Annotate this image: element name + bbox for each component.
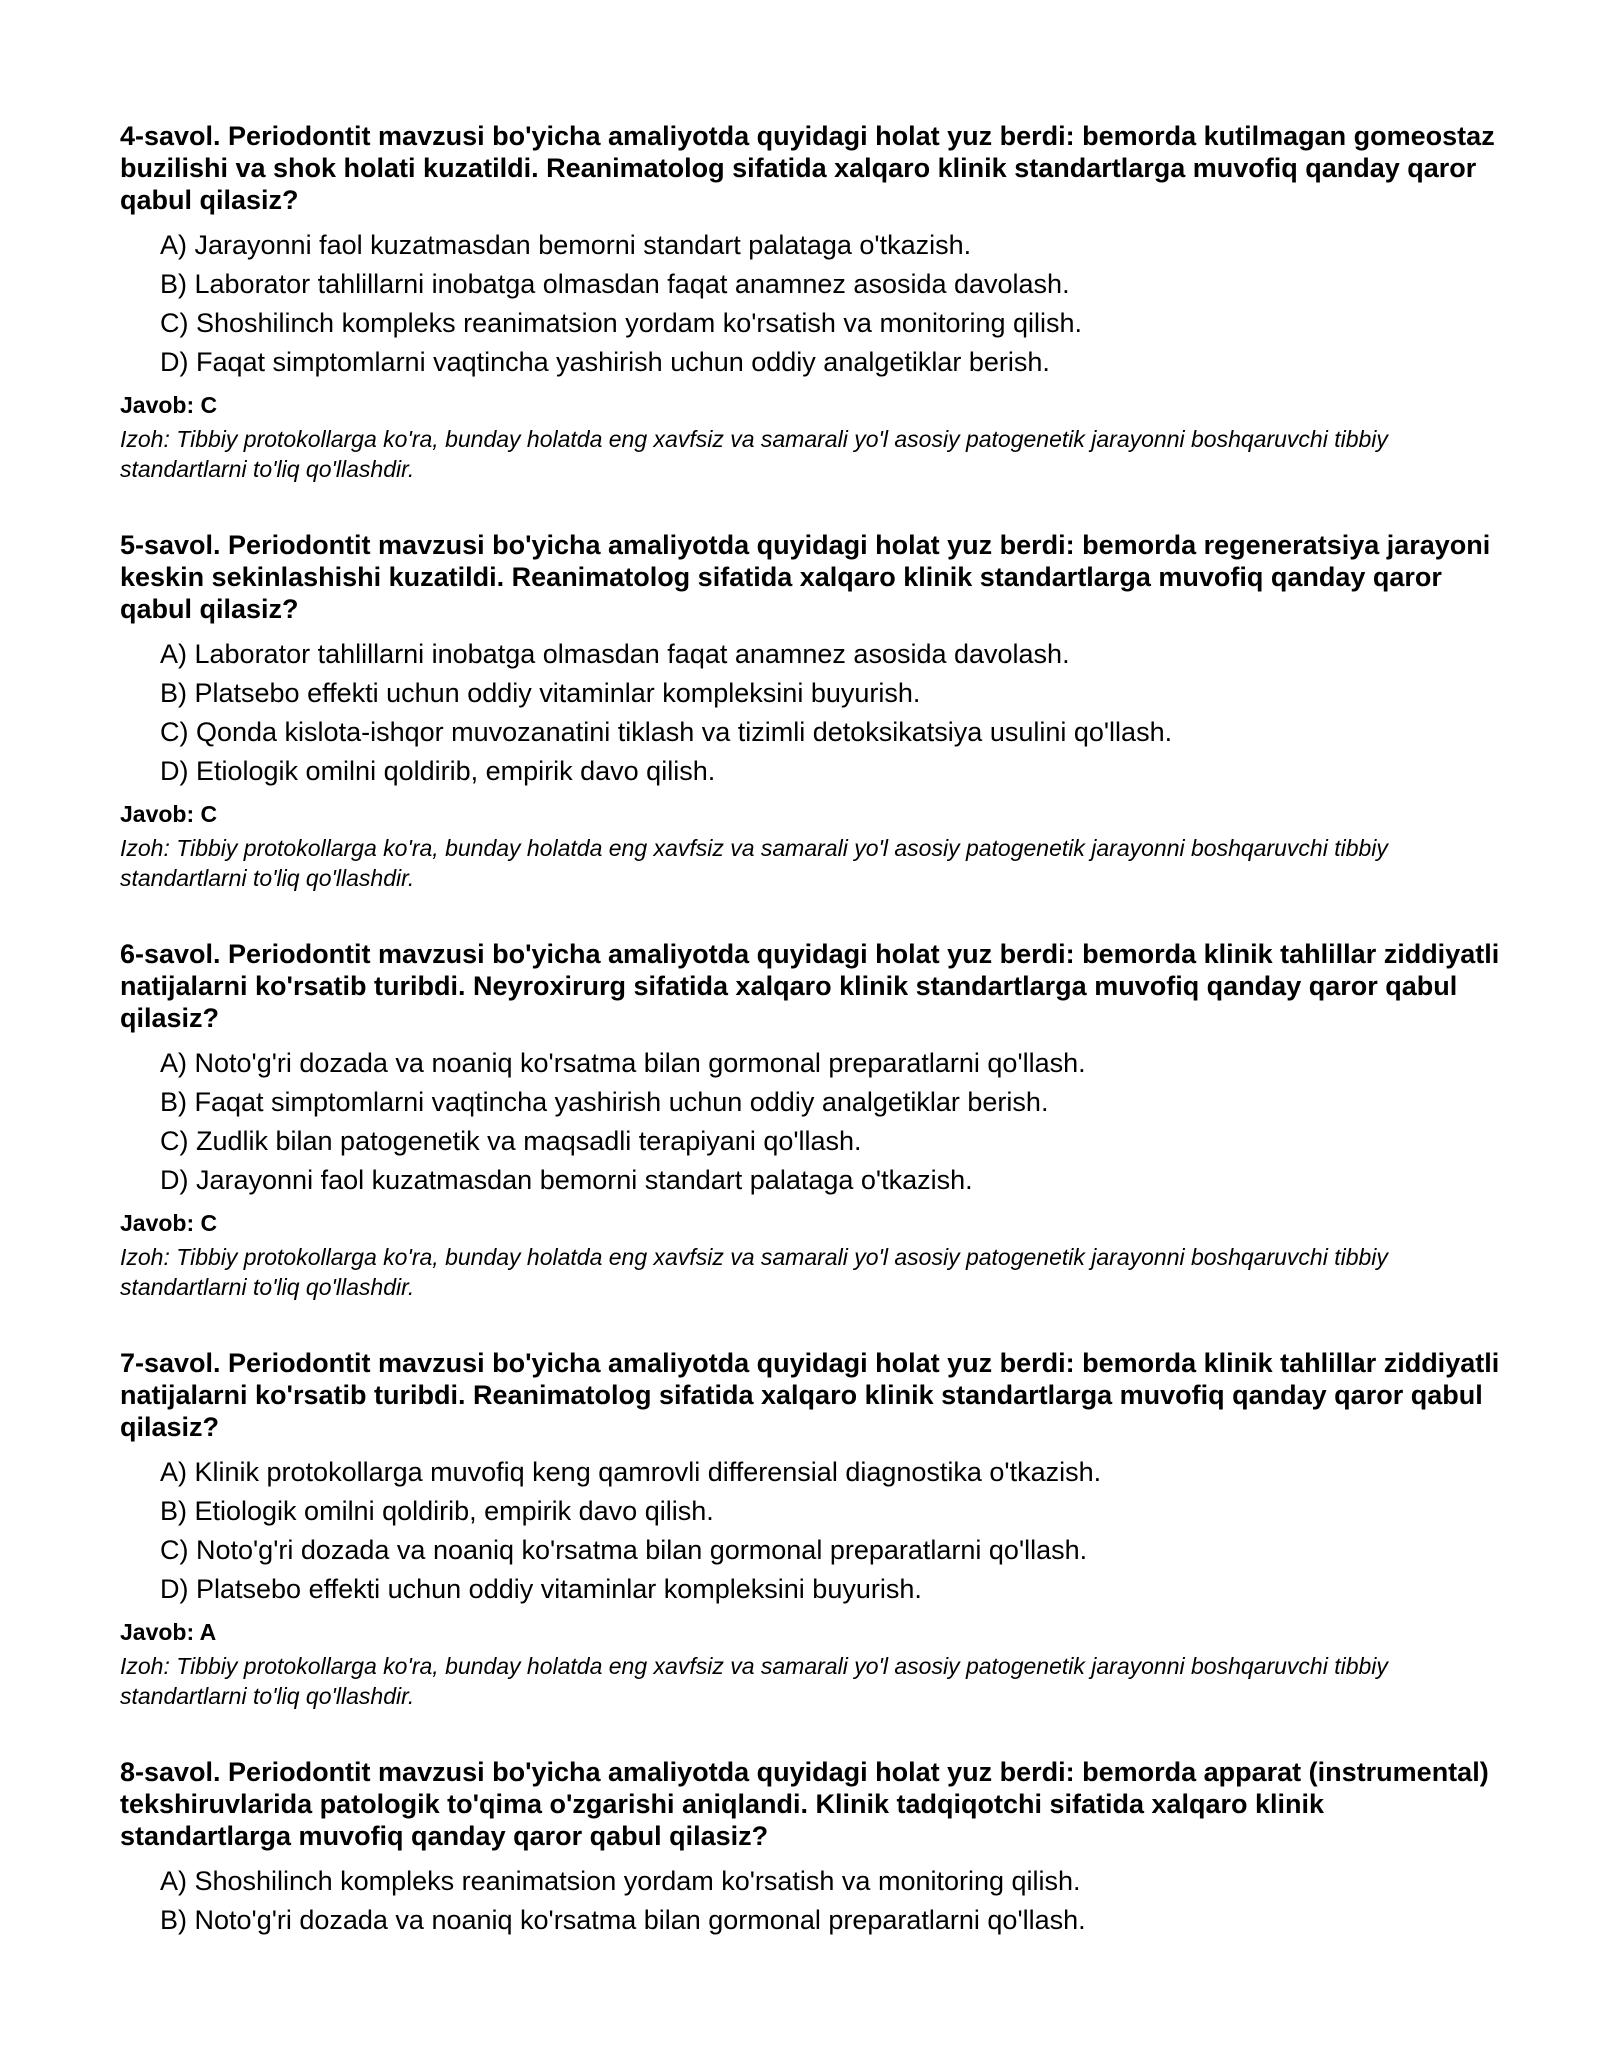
option-a: A) Jarayonni faol kuzatmasdan bemorni standart palataga o'tkazish. — [160, 230, 972, 260]
question-block — [120, 1756, 1500, 1940]
explanation: Izoh: Tibbiy protokollarga ko'ra, bunday holatda eng xavfsiz va samarali yo'l asosiy patogenetik jarayonni boshqaruvchi tibbiy standartlarni to'liq qo'llashdir. — [120, 1653, 1388, 1709]
answer-options — [120, 1453, 1500, 1609]
explanation: Izoh: Tibbiy protokollarga ko'ra, bunday holatda eng xavfsiz va samarali yo'l asosiy patogenetik jarayonni boshqaruvchi tibbiy standartlarni to'liq qo'llashdir. — [120, 426, 1388, 482]
answer-options — [120, 635, 1500, 791]
option-c: C) Zudlik bilan patogenetik va maqsadli terapiyani qo'llash. — [160, 1126, 862, 1156]
answer-key: Javob: C — [120, 801, 218, 827]
answer-options — [120, 1044, 1500, 1200]
option-c: C) Noto'g'ri dozada va noaniq ko'rsatma bilan gormonal preparatlarni qo'llash. — [160, 1535, 1088, 1565]
answer-options — [120, 226, 1500, 382]
option-c: C) Qonda kislota-ishqor muvozanatini tiklash va tizimli detoksikatsiya usulini qo'llash. — [160, 717, 1173, 747]
option-b: B) Faqat simptomlarni vaqtincha yashirish uchun oddiy analgetiklar berish. — [160, 1087, 1049, 1117]
option-b: B) Laborator tahlillarni inobatga olmasdan faqat anamnez asosida davolash. — [160, 269, 1070, 299]
option-d: D) Faqat simptomlarni vaqtincha yashirish uchun oddiy analgetiklar berish. — [160, 347, 1050, 377]
question-text: 5-savol. Periodontit mavzusi bo'yicha amaliyotda quyidagi holat yuz berdi: bemorda regeneratsiya jarayoni keskin sekinlashishi kuzatildi. Reanimatolog sifatida xalqaro klinik standartlarga muvofiq qanday qaror qabul qilasiz? — [120, 530, 1491, 624]
option-c: C) Shoshilinch kompleks reanimatsion yordam ko'rsatish va monitoring qilish. — [160, 308, 1083, 338]
explanation: Izoh: Tibbiy protokollarga ko'ra, bunday holatda eng xavfsiz va samarali yo'l asosiy patogenetik jarayonni boshqaruvchi tibbiy standartlarni to'liq qo'llashdir. — [120, 1244, 1388, 1300]
question-text: 7-savol. Periodontit mavzusi bo'yicha amaliyotda quyidagi holat yuz berdi: bemorda klinik tahlillar ziddiyatli natijalarni ko'rsatib turibdi. Reanimatolog sifatida xalqaro klinik standartlarga muvofiq qanday qaror qabul qilasiz? — [120, 1348, 1500, 1442]
option-b: B) Etiologik omilni qoldirib, empirik davo qilish. — [160, 1496, 714, 1526]
option-a: A) Noto'g'ri dozada va noaniq ko'rsatma bilan gormonal preparatlarni qo'llash. — [160, 1048, 1086, 1078]
question-text: 6-savol. Periodontit mavzusi bo'yicha amaliyotda quyidagi holat yuz berdi: bemorda klinik tahlillar ziddiyatli natijalarni ko'rsatib turibdi. Neyroxirurg sifatida xalqaro klinik standartlarga muvofiq qanday qaror qabul qilasiz? — [120, 939, 1500, 1033]
option-b: B) Platsebo effekti uchun oddiy vitaminlar kompleksini buyurish. — [160, 678, 921, 708]
option-d: D) Platsebo effekti uchun oddiy vitaminlar kompleksini buyurish. — [160, 1574, 922, 1604]
answer-options — [120, 1862, 1500, 1940]
option-a: A) Shoshilinch kompleks reanimatsion yordam ko'rsatish va monitoring qilish. — [160, 1866, 1081, 1896]
answer-key: Javob: C — [120, 1210, 218, 1236]
answer-key: Javob: A — [120, 1619, 217, 1645]
question-text: 4-savol. Periodontit mavzusi bo'yicha amaliyotda quyidagi holat yuz berdi: bemorda kutilmagan gomeostaz buzilishi va shok holati kuzatildi. Reanimatolog sifatida xalqaro klinik standartlarga muvofiq qanday qaror qabul qilasiz? — [120, 121, 1495, 215]
option-d: D) Jarayonni faol kuzatmasdan bemorni standart palataga o'tkazish. — [160, 1165, 973, 1195]
question-block — [120, 938, 1500, 1302]
question-block — [120, 120, 1500, 484]
explanation: Izoh: Tibbiy protokollarga ko'ra, bunday holatda eng xavfsiz va samarali yo'l asosiy patogenetik jarayonni boshqaruvchi tibbiy standartlarni to'liq qo'llashdir. — [120, 835, 1388, 891]
option-a: A) Laborator tahlillarni inobatga olmasdan faqat anamnez asosida davolash. — [160, 639, 1070, 669]
question-block — [120, 1347, 1500, 1711]
answer-key: Javob: C — [120, 392, 218, 418]
option-d: D) Etiologik omilni qoldirib, empirik davo qilish. — [160, 756, 716, 786]
option-b: B) Noto'g'ri dozada va noaniq ko'rsatma bilan gormonal preparatlarni qo'llash. — [160, 1905, 1086, 1935]
question-text: 8-savol. Periodontit mavzusi bo'yicha amaliyotda quyidagi holat yuz berdi: bemorda apparat (instrumental) tekshiruvlarida patologik to'qima o'zgarishi aniqlandi. Klinik tadqiqotchi sifatida xalqaro klinik standartlarga muvofiq qanday qaror qabul qilasiz? — [120, 1757, 1489, 1851]
question-block — [120, 529, 1500, 893]
option-a: A) Klinik protokollarga muvofiq keng qamrovli differensial diagnostika o'tkazish. — [160, 1457, 1102, 1487]
